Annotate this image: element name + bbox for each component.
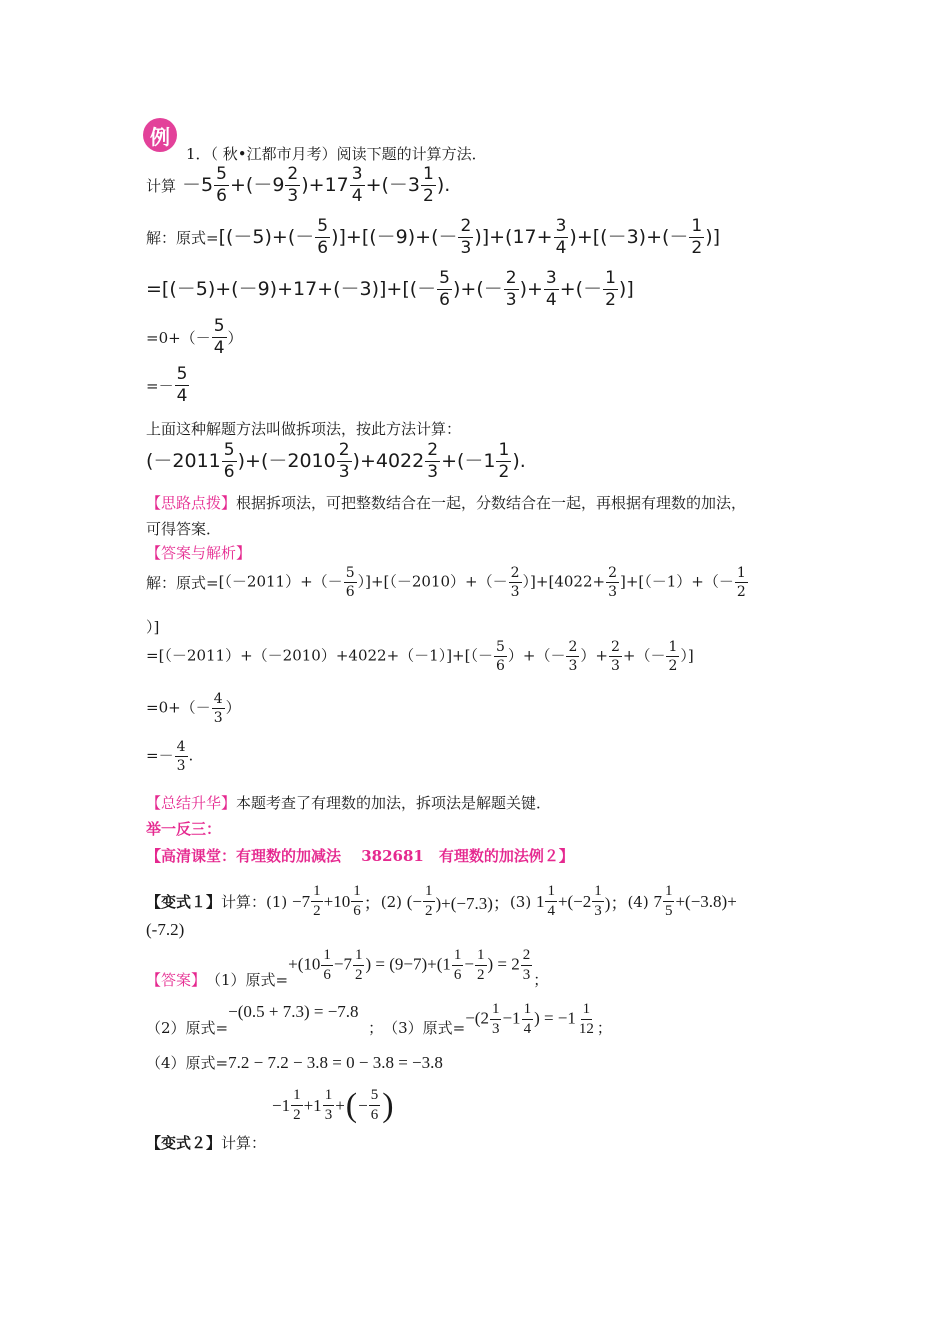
variant1-tag: 【变式１】 <box>146 893 222 911</box>
ans-4-expr: 7.2 − 7.2 − 3.8 = 0 − 3.8 = −3.8 <box>228 1052 443 1072</box>
hint-line <box>146 492 746 513</box>
answer-line-1b: ）] <box>146 618 160 636</box>
summary-text: 本题考查了有理数的加法，拆项法是解题关键． <box>236 794 552 812</box>
hint-text: 根据拆项法，可把整数结合在一起，分数结合在一起，再根据有理数的加法， <box>236 494 747 512</box>
exercise-expr: (－2011 $\frac{5}{6}$ )+(－2010 $\frac{2}{3}$ )+4022 $\frac{2}{3}$ +(－1 $\frac{1}{2}$ ). <box>146 440 526 482</box>
jyfs-heading: 举一反三： <box>146 820 222 838</box>
intro-line: 上面这种解题方法叫做拆项法，按此方法计算： <box>146 420 462 438</box>
solution-line-2: =[(－5)+(－9)+17+(－3)]+[(－ $\frac{5}{6}$ )+(－ $\frac{2}{3}$ )+ $\frac{3}{4}$ +(－ $\frac{1}{2}$ )] <box>146 268 634 310</box>
answer2-line-2: （2）原式= −(0.5 + 7.3) = −7.8 ； （3）原式= −(2 $\frac{1}{3}$ −1 $\frac{1}{4}$ ) = −1 $\frac{1}{12}$ ； <box>146 1001 612 1037</box>
answer2-line-4: （4）原式= 7.2 − 7.2 − 3.8 = 0 − 3.8 = −3.8 <box>146 1052 443 1072</box>
variant1-line: 【变式１】 计算： (1) −7 $\frac{1}{2}$ +10 $\frac{1}{6}$ ； (2) (− $\frac{1}{2}$ )+(−7.3)； (3) 1 $\frac{1}{4}$ +(−2 $\frac{1}{3}$ )； (4) 7 $\frac{1}{5}$ +(−3.8)+ <box>146 883 737 919</box>
solution-line-1: 解：原式= [(－5)+(－ $\frac{5}{6}$ )]+[(－9)+(－ $\frac{2}{3}$ )]+(17+ $\frac{3}{4}$ )+[(－3)+(－ $\frac{1}{2}$ )] <box>146 216 721 258</box>
hint-line-2: 可得答案． <box>146 520 222 538</box>
solution-line-4: =－ $\frac{5}{4}$ <box>146 364 188 406</box>
video-line <box>146 845 574 866</box>
answer-line-1: 解：原式= [（－2011）+（－ $\frac{5}{6}$ ）]+[（－2010）+（－ $\frac{2}{3}$ ）]+[4022+ $\frac{2}{3}$ ]+[（－1）+（－ $\frac{1}{2}$ <box>146 565 746 600</box>
ans-2-expr: −(0.5 + 7.3) = −7.8 <box>228 1001 359 1021</box>
answer-line-2: =[（－2011）+（－2010）+4022+（－1）]+[（－ $\frac{5}{6}$ ）+（－ $\frac{2}{3}$ ）+ $\frac{2}{3}$ +（－ $\frac{1}{2}$ ）] <box>146 639 694 674</box>
summary-tag: 【总结升华】 <box>146 794 237 812</box>
calc-expr: －5 $\frac{5}{6}$ +(－9 $\frac{2}{3}$ )+17 $\frac{3}{4}$ +(－3 $\frac{1}{2}$ ). <box>176 164 451 206</box>
example-badge: 例 <box>143 118 177 152</box>
variant2-expr: −1 $\frac{1}{2}$ +1 $\frac{1}{3}$ + ( − $\frac{5}{6}$ ) <box>272 1086 394 1124</box>
answer-analysis-tag: 【答案与解析】 <box>146 544 252 562</box>
calc-label: 计算 <box>146 177 177 195</box>
variant2-line: 【变式２】 计算： <box>146 1134 267 1152</box>
answer-line-4: =－ $\frac{4}{3}$ . <box>146 739 194 774</box>
sol-label: 解：原式= <box>146 229 219 247</box>
solution-line-3: =0+（－ $\frac{5}{4}$ ） <box>146 316 243 358</box>
answer2-tag: 【答案】 <box>146 971 207 989</box>
video-ref: 【高清课堂：有理数的加减法 382681 有理数的加法例２】 <box>146 847 574 865</box>
variant2-tag: 【变式２】 <box>146 1134 222 1152</box>
variant1-line-2: (-7.2) <box>146 920 185 939</box>
answer-line-3: =0+（－ $\frac{4}{3}$ ） <box>146 691 241 726</box>
answer2-line-1: 【答案】 （1）原式= +(10 $\frac{1}{6}$ −7 $\frac{1}{2}$ ) = (9−7)+(1 $\frac{1}{6}$ − $\frac{1}{2}$ ) = 2 $\frac{2}{3}$ ； <box>146 947 549 989</box>
calc-line <box>146 166 450 205</box>
hint-tag: 【思路点拨】 <box>146 494 237 512</box>
summary-line <box>146 792 551 813</box>
question-title: 1．（ 秋•江都市月考）阅读下题的计算方法． <box>186 145 487 163</box>
